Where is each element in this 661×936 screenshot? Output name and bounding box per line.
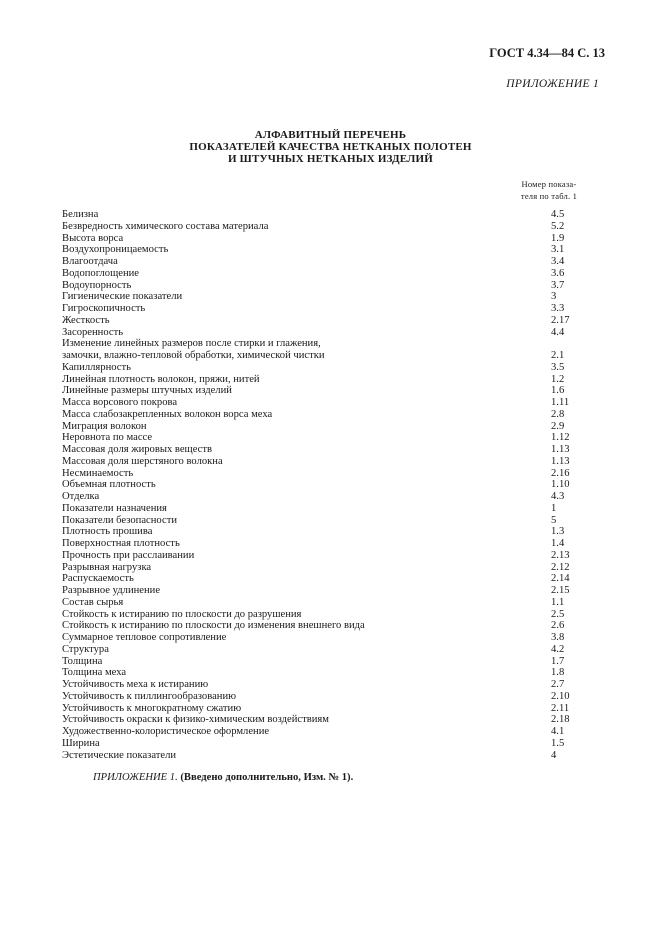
index-entry bbox=[62, 667, 582, 679]
index-entry-name: Масса слабозакрепленных волокон ворса меха bbox=[62, 408, 273, 420]
index-entry-ref: 2.8 bbox=[551, 408, 565, 420]
index-entry-name: Стойкость к истиранию по плоскости до разрушения bbox=[62, 608, 302, 620]
index-entry bbox=[62, 280, 582, 292]
document-title bbox=[0, 129, 661, 165]
index-entry bbox=[62, 703, 582, 715]
index-entry-ref: 2.13 bbox=[551, 549, 570, 561]
index-entry bbox=[62, 233, 582, 245]
index-entry-ref: 2.6 bbox=[551, 620, 565, 632]
index-entry-ref: 1.13 bbox=[551, 455, 570, 467]
index-entry-ref: 1.6 bbox=[551, 385, 565, 397]
index-entry-name: Устойчивость меха к истиранию bbox=[62, 679, 209, 690]
index-entry bbox=[62, 585, 582, 597]
index-entry-name: Разрывная нагрузка bbox=[62, 561, 152, 573]
index-entry-name: Миграция волокон bbox=[62, 420, 147, 432]
index-entry-ref: 4.3 bbox=[551, 491, 565, 502]
index-entry-ref: 1.2 bbox=[551, 373, 565, 385]
index-entry bbox=[62, 432, 582, 444]
index-entry-ref: 2.1 bbox=[551, 350, 565, 362]
index-entry-ref: 2.10 bbox=[551, 690, 570, 702]
index-entry-name: Неровнота по массе bbox=[62, 432, 153, 444]
index-entry-name: Показатели назначения bbox=[62, 502, 167, 514]
index-entry bbox=[62, 362, 582, 374]
index-entry-name-line-2: замочки, влажно-тепловой обработки, химической чистки bbox=[62, 350, 325, 362]
index-entry bbox=[62, 268, 582, 280]
index-entry-ref: 2.12 bbox=[551, 561, 570, 573]
index-entry bbox=[62, 409, 582, 421]
index-entry-ref: 3.7 bbox=[551, 279, 565, 291]
index-entry bbox=[62, 468, 582, 480]
index-entry-ref: 1.13 bbox=[551, 444, 570, 455]
index-entry bbox=[62, 374, 582, 386]
index-entry bbox=[62, 421, 582, 433]
index-entry-name: Водоупорность bbox=[62, 279, 132, 291]
index-entry-ref: 1.8 bbox=[551, 667, 565, 679]
index-entry-ref: 1.5 bbox=[551, 737, 565, 749]
index-entry-ref: 1.1 bbox=[551, 596, 565, 608]
index-entry-name: Засоренность bbox=[62, 326, 124, 338]
index-entry-name: Влагоотдача bbox=[62, 256, 118, 267]
index-entry-ref: 4 bbox=[551, 749, 557, 761]
index-entry-name: Показатели безопасности bbox=[62, 514, 177, 526]
index-entry-name: Капиллярность bbox=[62, 361, 131, 373]
index-entry bbox=[62, 679, 582, 691]
index-entry bbox=[62, 491, 582, 503]
index-entry bbox=[62, 538, 582, 550]
index-entry-name: Водопоглощение bbox=[62, 267, 140, 279]
index-entry bbox=[62, 327, 582, 339]
index-entry-name: Гигиенические показатели bbox=[62, 291, 183, 303]
index-entry bbox=[62, 515, 582, 527]
reference-column-header bbox=[509, 178, 589, 202]
index-entry-name: Массовая доля жировых веществ bbox=[62, 444, 213, 455]
index-entry-name: Объемная плотность bbox=[62, 479, 156, 491]
title-line-2: ПОКАЗАТЕЛЕЙ КАЧЕСТВА НЕТКАНЫХ ПОЛОТЕН bbox=[189, 141, 472, 153]
index-entry bbox=[62, 338, 582, 362]
index-entry-name: Эстетические показатели bbox=[62, 749, 177, 761]
index-entry-ref: 2.14 bbox=[551, 573, 570, 585]
index-entry-name: Разрывное удлинение bbox=[62, 585, 161, 596]
title-line-1: АЛФАВИТНЫЙ ПЕРЕЧЕНЬ bbox=[254, 129, 407, 141]
index-entry-ref: 5.2 bbox=[551, 220, 565, 232]
index-entry-ref: 1.9 bbox=[551, 232, 565, 244]
index-entry-name: Массовая доля шерстяного волокна bbox=[62, 455, 223, 467]
index-entry bbox=[62, 597, 582, 609]
index-entry bbox=[62, 691, 582, 703]
index-entry bbox=[62, 750, 582, 762]
index-list bbox=[62, 209, 582, 761]
index-entry-name: Ширина bbox=[62, 737, 100, 749]
index-entry-name: Структура bbox=[62, 643, 109, 655]
index-entry-ref: 4.4 bbox=[551, 326, 565, 338]
index-entry-ref: 1.7 bbox=[551, 655, 565, 667]
index-entry bbox=[62, 550, 582, 562]
index-entry bbox=[62, 526, 582, 538]
index-entry bbox=[62, 291, 582, 303]
index-entry-ref: 1.12 bbox=[551, 432, 570, 444]
index-entry-name: Поверхностная плотность bbox=[62, 538, 180, 549]
index-entry-name: Высота ворса bbox=[62, 232, 124, 244]
index-entry-ref: 3.1 bbox=[551, 244, 565, 256]
index-entry-ref: 2.7 bbox=[551, 679, 565, 690]
title-line-3: И ШТУЧНЫХ НЕТКАНЫХ ИЗДЕЛИЙ bbox=[227, 153, 434, 165]
index-entry-ref: 2.15 bbox=[551, 585, 570, 596]
index-entry-ref: 5 bbox=[551, 514, 557, 526]
index-entry-name: Устойчивость к многократному сжатию bbox=[62, 702, 242, 714]
index-entry-ref: 3 bbox=[551, 291, 557, 303]
index-entry bbox=[62, 479, 582, 491]
index-entry bbox=[62, 397, 582, 409]
index-entry-name: Стойкость к истиранию по плоскости до изменения внешнего вида bbox=[62, 620, 365, 632]
column-header-line-1: Номер показа- bbox=[521, 179, 577, 189]
index-entry-name: Несминаемость bbox=[62, 467, 134, 479]
footnote-label: ПРИЛОЖЕНИЕ 1. bbox=[93, 772, 178, 783]
index-entry-ref: 3.3 bbox=[551, 303, 565, 314]
index-entry-name: Толщина меха bbox=[62, 667, 127, 679]
index-entry bbox=[62, 256, 582, 268]
index-entry-ref: 1.4 bbox=[551, 538, 565, 549]
appendix-label: ПРИЛОЖЕНИЕ 1 bbox=[506, 78, 599, 90]
index-entry bbox=[62, 620, 582, 632]
index-entry bbox=[62, 221, 582, 233]
index-entry-name: Состав сырья bbox=[62, 596, 124, 608]
index-entry bbox=[62, 385, 582, 397]
index-entry-name: Линейная плотность волокон, пряжи, нитей bbox=[62, 373, 260, 385]
index-entry-ref: 2.11 bbox=[551, 702, 570, 714]
index-entry-name: Безвредность химического состава материала bbox=[62, 220, 269, 232]
index-entry-name: Толщина bbox=[62, 655, 103, 667]
index-entry bbox=[62, 303, 582, 315]
index-entry-name: Воздухопроницаемость bbox=[62, 244, 169, 256]
page-header-standard-ref: ГОСТ 4.34—84 С. 13 bbox=[489, 46, 605, 60]
index-entry-ref: 2.18 bbox=[551, 714, 570, 726]
index-entry-ref: 4.1 bbox=[551, 726, 565, 737]
index-entry bbox=[62, 573, 582, 585]
index-entry bbox=[62, 726, 582, 738]
index-entry-name: Устойчивость окраски к физико-химическим воздействиям bbox=[62, 714, 329, 726]
index-entry-name: Линейные размеры штучных изделий bbox=[62, 385, 232, 397]
index-entry-ref: 2.5 bbox=[551, 608, 565, 620]
column-header-line-2: теля по табл. 1 bbox=[520, 191, 578, 201]
index-entry-name bbox=[62, 338, 325, 362]
index-entry-name: Суммарное тепловое сопротивление bbox=[62, 632, 227, 643]
index-entry bbox=[62, 315, 582, 327]
index-entry-name: Гигроскопичность bbox=[62, 303, 146, 314]
index-entry-ref: 4.5 bbox=[551, 209, 565, 220]
index-entry-name: Плотность прошива bbox=[62, 526, 153, 538]
index-entry-ref: 4.2 bbox=[551, 643, 565, 655]
footnote bbox=[93, 772, 353, 783]
index-entry-name-line-1: Изменение линейных размеров после стирки и глажения, bbox=[62, 338, 321, 350]
index-entry-ref: 1 bbox=[551, 502, 557, 514]
index-entry-name: Устойчивость к пиллингообразованию bbox=[62, 690, 237, 702]
index-entry bbox=[62, 632, 582, 644]
index-entry-ref: 1.3 bbox=[551, 526, 565, 538]
index-entry-ref: 1.11 bbox=[551, 397, 570, 408]
index-entry-name: Художественно-колористическое оформление bbox=[62, 726, 270, 737]
index-entry-name: Жесткость bbox=[62, 314, 110, 326]
index-entry bbox=[62, 609, 582, 621]
index-entry bbox=[62, 656, 582, 668]
index-entry-name: Отделка bbox=[62, 491, 100, 502]
index-entry bbox=[62, 444, 582, 456]
index-entry-ref: 3.4 bbox=[551, 256, 565, 267]
index-entry-ref: 2.9 bbox=[551, 420, 565, 432]
index-entry-ref: 2.16 bbox=[551, 467, 570, 479]
index-entry-name: Масса ворсового покрова bbox=[62, 397, 178, 408]
index-entry-ref: 1.10 bbox=[551, 479, 570, 491]
index-entry bbox=[62, 456, 582, 468]
index-entry bbox=[62, 503, 582, 515]
index-entry-ref: 3.8 bbox=[551, 632, 565, 643]
index-entry-name: Распускаемость bbox=[62, 573, 134, 585]
index-entry bbox=[62, 738, 582, 750]
index-entry bbox=[62, 562, 582, 574]
index-entry-ref: 3.6 bbox=[551, 267, 565, 279]
index-entry-name: Прочность при расслаивании bbox=[62, 549, 195, 561]
index-entry-ref: 3.5 bbox=[551, 361, 565, 373]
index-entry bbox=[62, 244, 582, 256]
index-entry bbox=[62, 644, 582, 656]
footnote-text: (Введено дополнительно, Изм. № 1). bbox=[180, 772, 354, 783]
index-entry bbox=[62, 209, 582, 221]
index-entry-ref: 2.17 bbox=[551, 314, 570, 326]
index-entry bbox=[62, 714, 582, 726]
index-entry-name: Белизна bbox=[62, 209, 99, 220]
